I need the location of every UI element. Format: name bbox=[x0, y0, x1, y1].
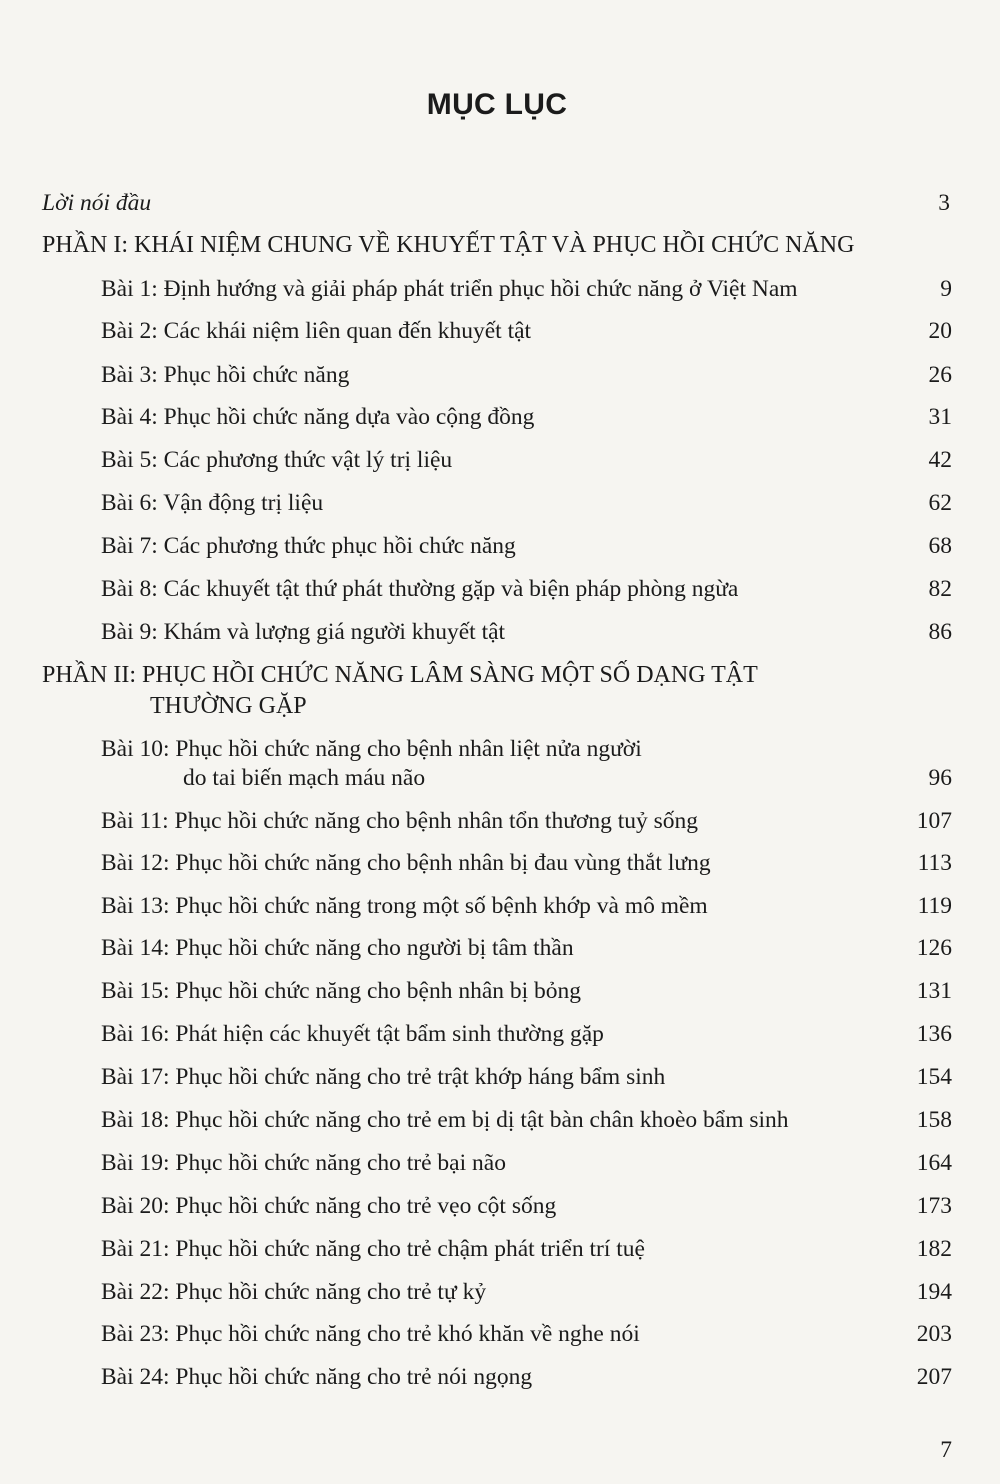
toc-page-number: 3 bbox=[938, 190, 950, 216]
toc-page-number: 107 bbox=[916, 808, 952, 834]
part-heading-2-continued bbox=[0, 692, 1000, 720]
toc-entry-label: Lời nói đầu bbox=[42, 190, 152, 216]
toc-page-number: 31 bbox=[928, 404, 952, 430]
toc-page-number: 68 bbox=[928, 533, 952, 559]
toc-entry-label: Bài 7: Các phương thức phục hồi chức năng bbox=[101, 533, 516, 559]
toc-page-number: 26 bbox=[928, 362, 952, 388]
toc-page-number: 113 bbox=[917, 850, 952, 876]
toc-page-number: 96 bbox=[928, 765, 952, 791]
toc-entry-label: Bài 8: Các khuyết tật thứ phát thường gặp và biện pháp phòng ngừa bbox=[101, 576, 739, 602]
toc-page-number: 158 bbox=[916, 1107, 952, 1133]
part-heading-text: PHẦN II: PHỤC HỒI CHỨC NĂNG LÂM SÀNG MỘT SỐ DẠNG TẬT bbox=[42, 662, 758, 688]
page-title: MỤC LỤC bbox=[426, 88, 568, 121]
part-heading-2 bbox=[0, 661, 1000, 689]
toc-page-number: 42 bbox=[928, 447, 952, 473]
toc-entry bbox=[0, 618, 1000, 646]
toc-entry-label: Bài 13: Phục hồi chức năng trong một số bệnh khớp và mô mềm bbox=[101, 893, 708, 919]
toc-entry bbox=[0, 361, 1000, 389]
toc-page-number: 182 bbox=[916, 1236, 952, 1262]
toc-entry bbox=[0, 849, 1000, 877]
toc-entry-label: Bài 1: Định hướng và giải pháp phát triển phục hồi chức năng ở Việt Nam bbox=[101, 276, 798, 302]
toc-page-number: 20 bbox=[928, 318, 952, 344]
toc-entry bbox=[0, 317, 1000, 345]
toc-entry bbox=[0, 275, 1000, 303]
toc-entry-label: Bài 21: Phục hồi chức năng cho trẻ chậm phát triển trí tuệ bbox=[101, 1236, 645, 1262]
toc-entry bbox=[0, 1235, 1000, 1263]
toc-entry-label: do tai biến mạch máu não bbox=[183, 765, 426, 791]
toc-page-number: 136 bbox=[916, 1021, 952, 1047]
toc-entry-label: Bài 4: Phục hồi chức năng dựa vào cộng đồng bbox=[101, 404, 535, 430]
toc-page-number: 131 bbox=[916, 978, 952, 1004]
toc-entry bbox=[0, 1320, 1000, 1348]
toc-entry-preface bbox=[0, 189, 1000, 217]
toc-entry-label: Bài 10: Phục hồi chức năng cho bệnh nhân liệt nửa người bbox=[101, 736, 642, 762]
toc-entry bbox=[0, 1192, 1000, 1220]
toc-entry-label: Bài 5: Các phương thức vật lý trị liệu bbox=[101, 447, 453, 473]
toc-entry-label: Bài 16: Phát hiện các khuyết tật bẩm sinh thường gặp bbox=[101, 1021, 604, 1047]
toc-entry-label: Bài 14: Phục hồi chức năng cho người bị tâm thần bbox=[101, 935, 574, 961]
part-heading-1 bbox=[0, 231, 1000, 259]
toc-entry-label: Bài 24: Phục hồi chức năng cho trẻ nói ngọng bbox=[101, 1364, 533, 1390]
toc-page-number: 126 bbox=[916, 935, 952, 961]
toc-entry bbox=[0, 403, 1000, 431]
toc-page-number: 82 bbox=[928, 576, 952, 602]
toc-entry-label: Bài 15: Phục hồi chức năng cho bệnh nhân bị bỏng bbox=[101, 978, 582, 1004]
toc-entry bbox=[0, 489, 1000, 517]
toc-page-number: 164 bbox=[916, 1150, 952, 1176]
toc-entry bbox=[0, 446, 1000, 474]
toc-entry bbox=[0, 532, 1000, 560]
toc-page-number: 154 bbox=[916, 1064, 952, 1090]
toc-entry-label: Bài 12: Phục hồi chức năng cho bệnh nhân bị đau vùng thắt lưng bbox=[101, 850, 711, 876]
part-heading-text: PHẦN I: KHÁI NIỆM CHUNG VỀ KHUYẾT TẬT VÀ PHỤC HỒI CHỨC NĂNG bbox=[42, 232, 855, 258]
toc-entry-label: Bài 6: Vận động trị liệu bbox=[101, 490, 324, 516]
toc-page-number: 207 bbox=[916, 1364, 952, 1390]
toc-entry-label: Bài 20: Phục hồi chức năng cho trẻ vẹo cột sống bbox=[101, 1193, 557, 1219]
toc-page-number: 62 bbox=[928, 490, 952, 516]
toc-page-number: 194 bbox=[916, 1279, 952, 1305]
toc-entry bbox=[0, 1149, 1000, 1177]
toc-entry-label: Bài 17: Phục hồi chức năng cho trẻ trật khớp háng bẩm sinh bbox=[101, 1064, 666, 1090]
toc-page-number: 119 bbox=[917, 893, 952, 919]
toc-entry-label: Bài 19: Phục hồi chức năng cho trẻ bại não bbox=[101, 1150, 506, 1176]
toc-entry bbox=[0, 807, 1000, 835]
toc-entry-label: Bài 3: Phục hồi chức năng bbox=[101, 362, 350, 388]
toc-entry bbox=[0, 934, 1000, 962]
toc-entry bbox=[0, 1278, 1000, 1306]
toc-entry bbox=[0, 892, 1000, 920]
toc-entry bbox=[0, 977, 1000, 1005]
toc-entry-label: Bài 11: Phục hồi chức năng cho bệnh nhân tổn thương tuỷ sống bbox=[101, 808, 699, 834]
toc-entry bbox=[0, 735, 1000, 763]
toc-entry-label: Bài 22: Phục hồi chức năng cho trẻ tự kỷ bbox=[101, 1279, 487, 1305]
toc-entry bbox=[0, 575, 1000, 603]
toc-page-number: 86 bbox=[928, 619, 952, 645]
toc-entry-continued bbox=[0, 764, 1000, 792]
part-heading-text: THƯỜNG GẶP bbox=[150, 693, 307, 719]
toc-page-number: 203 bbox=[916, 1321, 952, 1347]
toc-page-number: 9 bbox=[940, 276, 952, 302]
toc-entry bbox=[0, 1363, 1000, 1391]
toc-entry bbox=[0, 1063, 1000, 1091]
toc-entry-label: Bài 9: Khám và lượng giá người khuyết tật bbox=[101, 619, 506, 645]
toc-entry-label: Bài 2: Các khái niệm liên quan đến khuyết tật bbox=[101, 318, 532, 344]
toc-entry bbox=[0, 1020, 1000, 1048]
toc-entry bbox=[0, 1106, 1000, 1134]
page-number: 7 bbox=[940, 1437, 952, 1463]
toc-page-number: 173 bbox=[916, 1193, 952, 1219]
toc-entry-label: Bài 18: Phục hồi chức năng cho trẻ em bị dị tật bàn chân khoèo bẩm sinh bbox=[101, 1107, 789, 1133]
toc-entry-label: Bài 23: Phục hồi chức năng cho trẻ khó khăn về nghe nói bbox=[101, 1321, 640, 1347]
